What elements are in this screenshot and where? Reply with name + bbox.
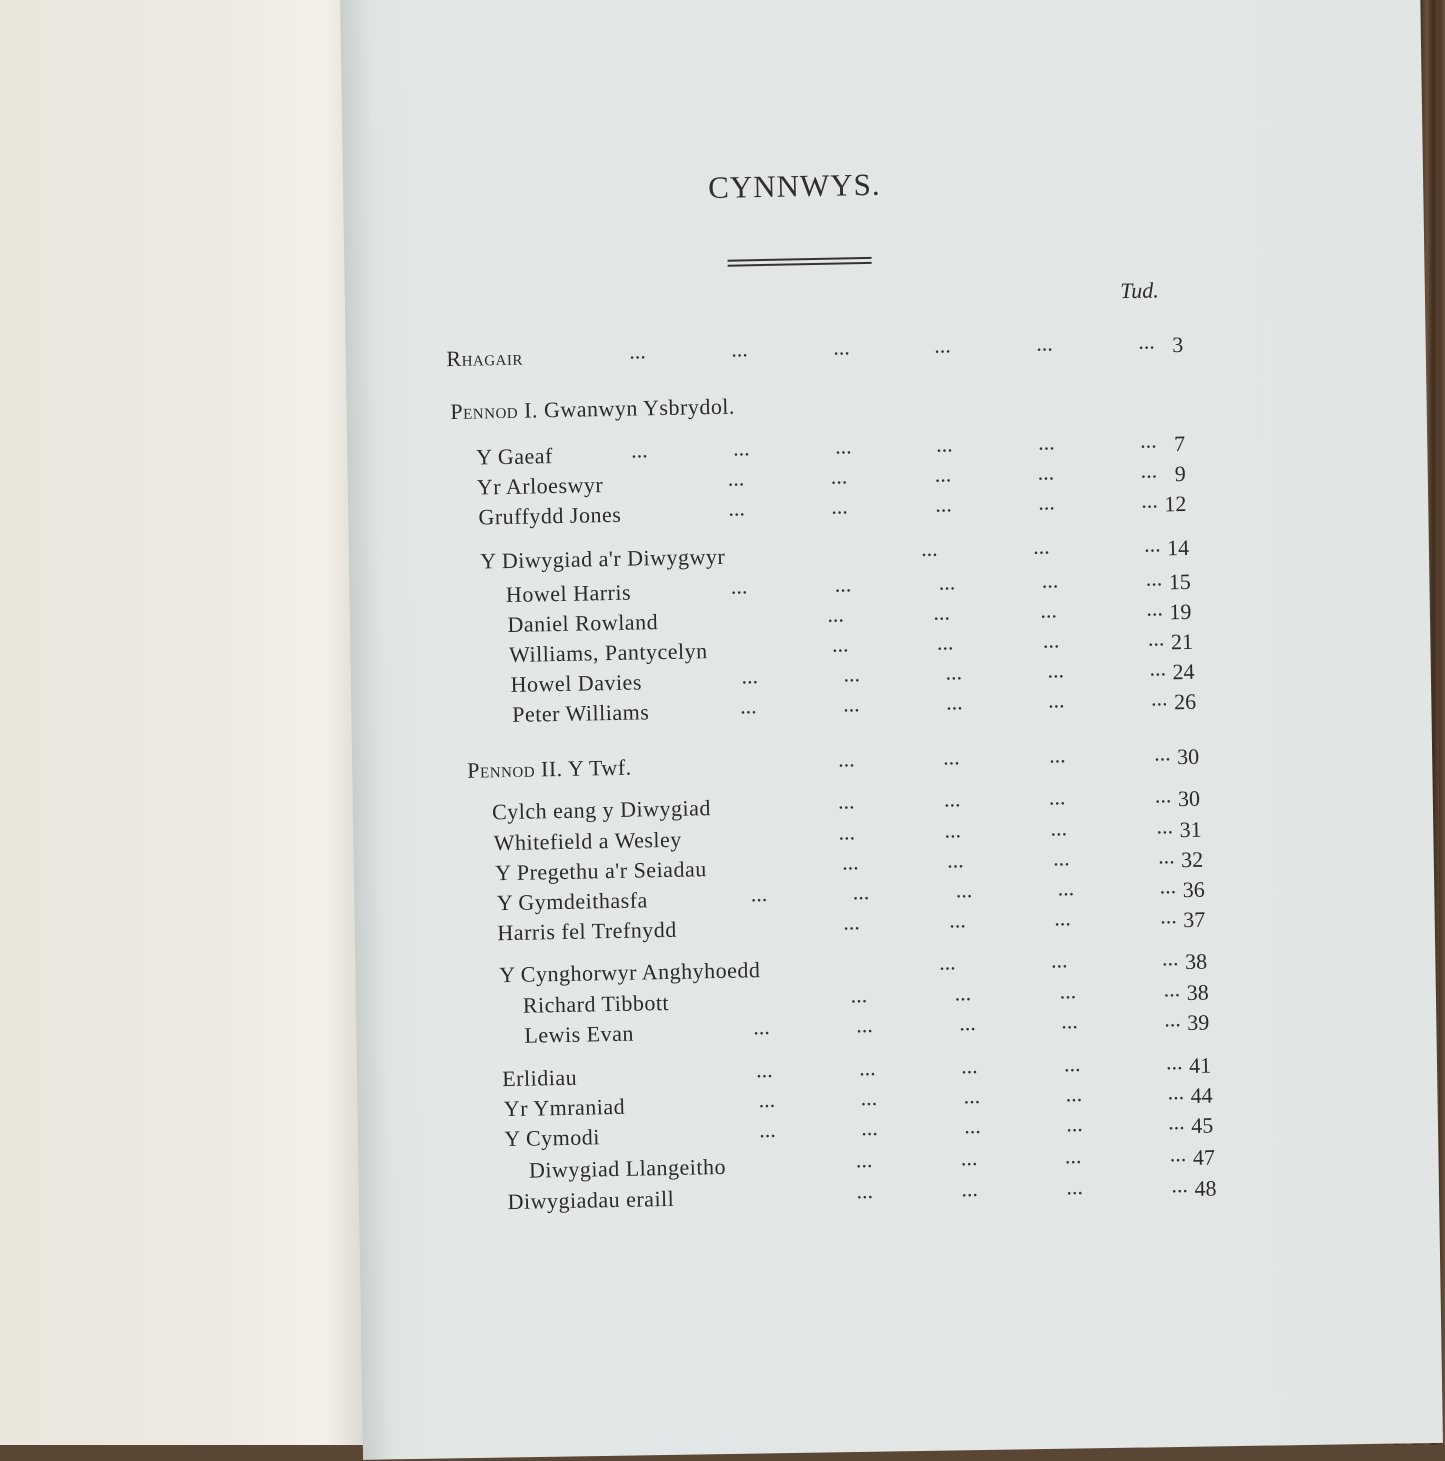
page-number: 38 <box>1184 948 1208 975</box>
page-number: 21 <box>1170 628 1194 655</box>
toc-entry: Daniel Rowland ... ... ... ... 19 <box>507 595 1192 637</box>
toc-entry: Y Cymodi ... ... ... ... ... 45 <box>504 1109 1214 1152</box>
entry-label <box>476 442 553 471</box>
toc-entry: Y Cynghorwyr Anghyhoedd ... ... ... 38 <box>498 945 1208 988</box>
entry-title: Y Gaeaf <box>476 443 554 470</box>
entry-title: Diwygiadau eraill <box>507 1185 675 1215</box>
chapter-subtitle: Y Twf. <box>567 754 632 781</box>
toc-entry: Y Diwygiad a'r Diwygwyr ... ... ... 14 <box>480 531 1190 574</box>
page-number: 39 <box>1187 1009 1210 1036</box>
page-number: 48 <box>1194 1175 1217 1201</box>
entry-title: Lewis Evan <box>524 1020 635 1048</box>
toc-entry: Cylch eang y Diwygiad ... ... ... ... 30 <box>491 782 1201 825</box>
toc-entry: Y Gaeaf ... ... ... ... ... ... 7 <box>476 427 1186 470</box>
entry-label <box>478 501 621 532</box>
toc-entry <box>450 393 736 426</box>
entry-label <box>506 579 632 609</box>
toc-entry: Richard Tibbott ... ... ... ... 38 <box>522 976 1209 1018</box>
toc-entry: Yr Arloeswyr ... ... ... ... ... 9 <box>476 457 1186 500</box>
page-number: 47 <box>1192 1144 1216 1170</box>
entry-title: Y Pregethu a'r Seiadau <box>495 856 707 886</box>
entry-label <box>497 886 648 917</box>
page-number: 12 <box>1164 490 1187 517</box>
page-number: 15 <box>1168 568 1192 595</box>
page-number: 30 <box>1177 785 1201 812</box>
entry-label <box>502 1064 577 1093</box>
toc-entry: Diwygiadau eraill ... ... ... ... 48 <box>507 1172 1217 1215</box>
entry-title: Gruffydd Jones <box>478 501 622 530</box>
chapter-subtitle: Gwanwyn Ysbrydol. <box>543 393 736 423</box>
entry-title: Y Gymdeithasfa <box>496 887 649 916</box>
toc-entry: Y Gymdeithasfa ... ... ... ... ... 36 <box>496 873 1205 916</box>
entry-title: Peter Williams <box>511 699 650 727</box>
toc-entry: Rhagair ... ... ... ... ... ... 3 <box>446 328 1184 372</box>
page-number: 45 <box>1190 1112 1214 1138</box>
toc-entry: Erlidiau ... ... ... ... ... 41 <box>501 1049 1212 1092</box>
page-number: 26 <box>1173 688 1197 715</box>
entry-label <box>504 1093 626 1123</box>
page-number: 37 <box>1183 906 1206 933</box>
entry-label <box>467 754 632 785</box>
page-number: 7 <box>1173 430 1186 457</box>
entry-label <box>492 794 711 826</box>
entry-label <box>529 1153 727 1185</box>
page-number: 31 <box>1179 816 1202 843</box>
entry-label <box>504 1123 600 1153</box>
page-number: 9 <box>1174 460 1186 487</box>
entry-label <box>509 637 708 669</box>
page-column-header: Tud. <box>1119 277 1159 304</box>
page-number: 24 <box>1172 658 1195 685</box>
toc-entry: Yr Ymraniad ... ... ... ... ... 44 <box>503 1079 1213 1122</box>
page-number: 30 <box>1176 743 1200 770</box>
toc-entry: Gruffydd Jones ... ... ... ... ... 12 <box>478 487 1187 530</box>
entry-label <box>507 608 658 639</box>
entry-title: Howel Davies <box>510 669 643 697</box>
entry-label <box>495 855 707 887</box>
entry-label <box>512 698 650 729</box>
entry-label <box>510 668 642 699</box>
entry-label <box>477 471 604 501</box>
entry-title: Cylch eang y Diwygiad <box>491 795 712 825</box>
chapter-label: Rhagair <box>446 344 524 372</box>
entry-label <box>497 916 677 947</box>
entry-label <box>450 393 735 426</box>
toc-entry: Y Pregethu a'r Seiadau ... ... ... ... 32 <box>495 843 1204 886</box>
toc-entry: Lewis Evan ... ... ... ... ... 39 <box>524 1006 1210 1048</box>
entry-label <box>523 989 670 1020</box>
entry-title: Yr Ymraniad <box>503 1093 626 1122</box>
entry-title: Richard Tibbott <box>522 989 670 1018</box>
entry-title: Howel Harris <box>505 579 632 608</box>
toc-entry: Whitefield a Wesley ... ... ... ... 31 <box>493 813 1202 856</box>
toc-entry: Harris fel Trefnydd ... ... ... ... 37 <box>497 903 1206 946</box>
entry-title: Yr Arloeswyr <box>476 472 604 500</box>
toc-entry: Howel Harris ... ... ... ... ... 15 <box>505 565 1192 608</box>
page-number: 36 <box>1182 876 1205 903</box>
toc-entry: Diwygiad Llangeitho ... ... ... ... 47 <box>528 1141 1216 1183</box>
entry-label <box>499 956 761 989</box>
page-number: 41 <box>1188 1052 1212 1078</box>
entry-title: Harris fel Trefnydd <box>497 916 677 946</box>
entry-title: Whitefield a Wesley <box>493 826 683 856</box>
chapter-label: Pennod I. <box>450 397 539 425</box>
page-number: 19 <box>1169 598 1192 625</box>
entry-label <box>524 1020 634 1050</box>
page-number: 44 <box>1190 1082 1213 1108</box>
page-number: 14 <box>1166 534 1190 561</box>
entry-title: Y Diwygiad a'r Diwygwyr <box>480 543 726 574</box>
entry-label <box>507 1185 674 1216</box>
toc-entry: Howel Davies ... ... ... ... ... 24 <box>510 655 1195 697</box>
page-number: 3 <box>1172 331 1184 358</box>
entry-label <box>493 826 682 858</box>
entry-title: Erlidiau <box>501 1064 578 1092</box>
entry-title: Williams, Pantycelyn <box>508 638 708 667</box>
entry-title: Y Cynghorwyr Anghyhoedd <box>498 957 761 988</box>
toc-entry: Williams, Pantycelyn ... ... ... ... 21 <box>508 625 1194 667</box>
entry-title: Diwygiad Llangeitho <box>528 1153 727 1183</box>
page-title: CYNNWYS. <box>707 166 881 206</box>
page-number: 32 <box>1180 846 1204 873</box>
entry-title: Daniel Rowland <box>507 609 659 637</box>
chapter-label: Pennod II. <box>467 755 563 783</box>
double-rule <box>728 257 872 267</box>
page-number: 38 <box>1186 979 1209 1006</box>
toc-entry: Pennod II. Y Twf. ... ... ... ... 30 <box>467 740 1200 783</box>
entry-label <box>446 344 523 373</box>
entry-label <box>480 543 725 576</box>
toc-entry: Peter Williams ... ... ... ... ... 26 <box>511 685 1197 727</box>
entry-title: Y Cymodi <box>504 1124 601 1152</box>
